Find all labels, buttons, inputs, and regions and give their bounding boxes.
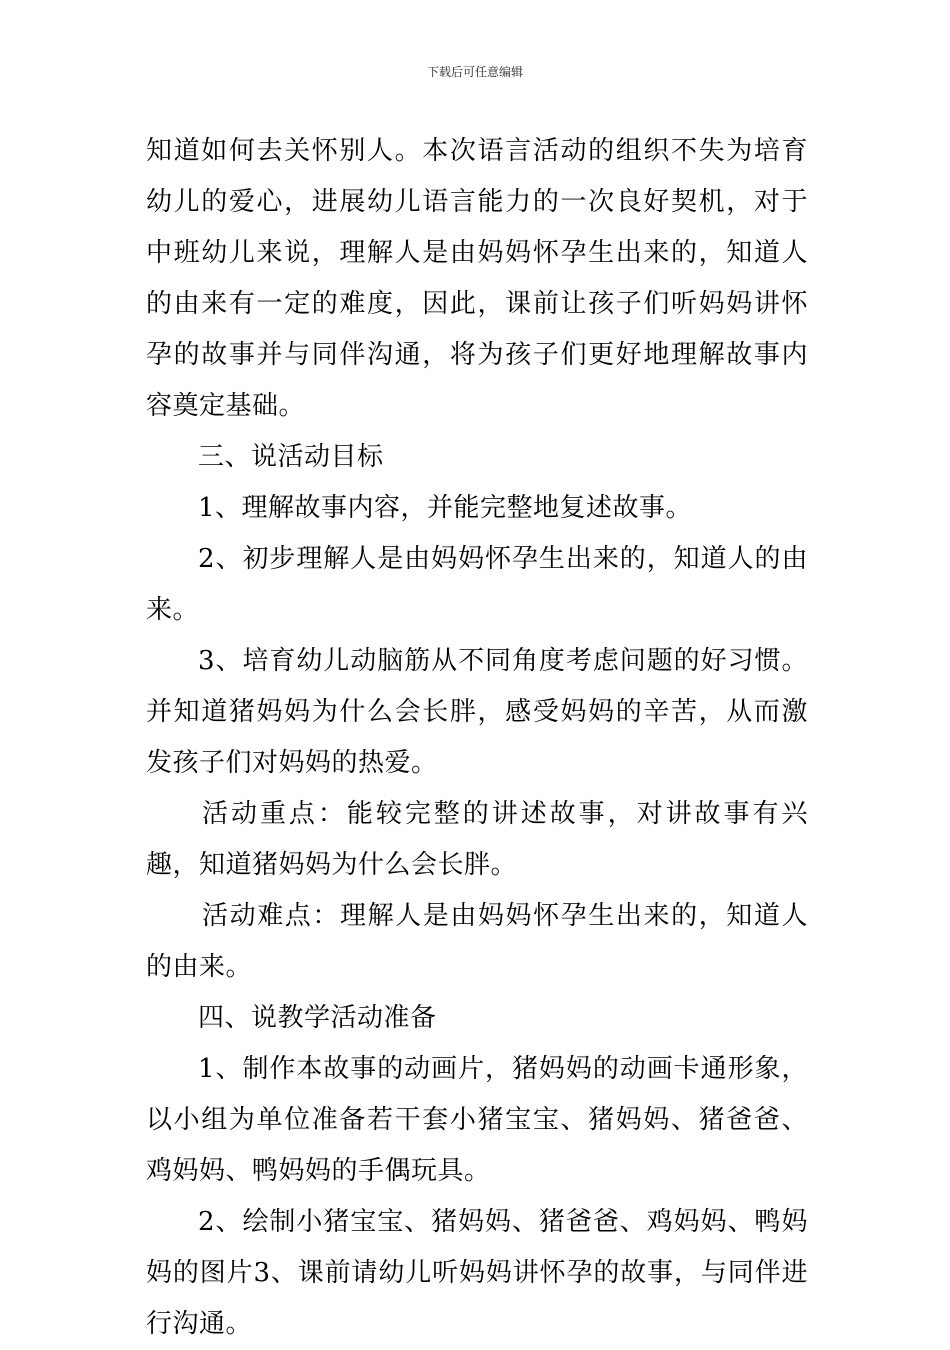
objective-item-3: 3、培育幼儿动脑筋从不同角度考虑问题的好习惯。并知道猪妈妈为什么会长胖，感受妈妈的辛苦，从而激发孩子们对妈妈的热爱。 <box>146 646 808 778</box>
page-header: 下载后可任意编辑 <box>426 65 523 79</box>
section-heading-objectives: 三、说活动目标 <box>198 442 384 472</box>
activity-key-point: 活动重点：能较完整的讲述故事，对讲故事有兴趣，知道猪妈妈为什么会长胖。 <box>146 799 808 880</box>
section-heading-preparation: 四、说教学活动准备 <box>198 1003 437 1033</box>
objective-item-2: 2、初步理解人是由妈妈怀孕生出来的，知道人的由来。 <box>146 544 808 625</box>
preparation-item-1: 1、制作本故事的动画片，猪妈妈的动画卡通形象，以小组为单位准备若干套小猪宝宝、猪妈妈、猪爸爸、鸡妈妈、鸭妈妈的手偶玩具。 <box>146 1054 808 1186</box>
paragraph-intro-continuation: 知道如何去关怀别人。本次语言活动的组织不失为培育幼儿的爱心，进展幼儿语言能力的一次良好契机，对于中班幼儿来说，理解人是由妈妈怀孕生出来的，知道人的由来有一定的难度，因此，课前让孩子们听妈妈讲怀孕的故事并与同伴沟通，将为孩子们更好地理解故事内容奠定基础。 <box>146 136 808 421</box>
document-body <box>146 126 808 1350</box>
preparation-item-2: 2、绘制小猪宝宝、猪妈妈、猪爸爸、鸡妈妈、鸭妈妈的图片3、课前请幼儿听妈妈讲怀孕的故事，与同伴进行沟通。 <box>146 1207 808 1339</box>
objective-item-1: 1、理解故事内容，并能完整地复述故事。 <box>198 493 693 523</box>
activity-difficulty: 活动难点：理解人是由妈妈怀孕生出来的，知道人的由来。 <box>146 901 808 982</box>
